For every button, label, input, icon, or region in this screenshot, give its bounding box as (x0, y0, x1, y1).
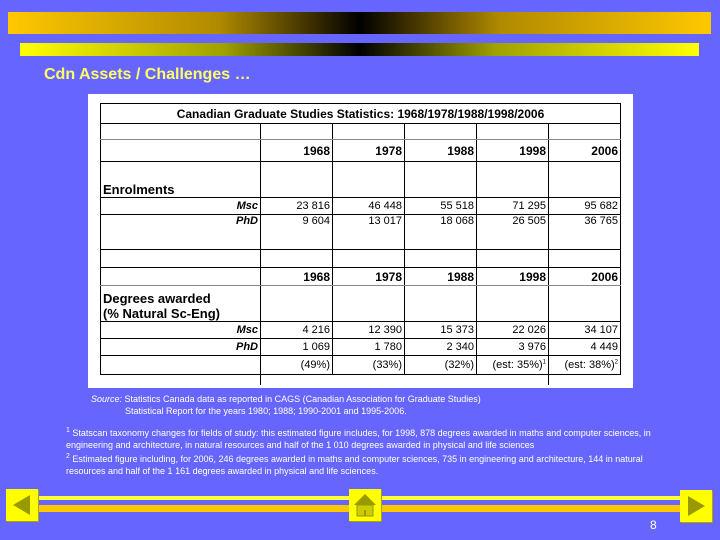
next-slide-button[interactable] (680, 490, 712, 522)
table-row: PhD 9 604 13 017 18 068 26 505 36 765 (101, 215, 621, 250)
section-degrees: Degrees awarded (% Natural Sc-Eng) (101, 286, 261, 322)
footnotes (66, 425, 666, 477)
footnote-1: $^1$ Statscan taxonomy changes for fields of study: this estimated figure includes, for 1998, 878 degrees awarded in maths and computer sciences, in engineering and architecture, in natural resources and half of the 1 010 degrees awarded in physical and life sciences (66, 427, 651, 450)
source-note: Source: Statistics Canada data as reported in CAGS (Canadian Association for Graduate Studies) Statistical Report for the years 1980; 1988; 1990-2001 and 1995-2006. (91, 394, 481, 416)
table-row: Msc 4 216 12 390 15 373 22 026 34 107 (101, 322, 621, 339)
table-row: Msc 23 816 46 448 55 518 71 295 95 682 (101, 198, 621, 215)
second-gradient-bar (20, 43, 699, 56)
footnote-2: $^2$ Estimated figure including, for 2006, 246 degrees awarded in maths and computer sciences, 735 in engineering and architecture, 144 in natural resources and half of the 1 161 degrees awarded in physical and life sciences. (66, 453, 643, 476)
prev-slide-button[interactable] (6, 489, 38, 521)
page-number: 8 (650, 518, 657, 532)
home-button[interactable] (349, 489, 381, 521)
home-icon (352, 492, 378, 518)
year-header-row: 1968 1978 1988 1998 2006 (101, 268, 621, 286)
arrow-right-icon (684, 494, 708, 518)
arrow-left-icon (10, 493, 34, 517)
table-row: PhD 1 069 1 780 2 340 3 976 4 449 (101, 339, 621, 356)
year-header-row: 1968 1978 1988 1998 2006 (101, 140, 621, 162)
percent-row: (49%) (33%) (32%) (est: 35%)$^1$ (est: 38%)$^2$ (101, 356, 621, 375)
section-enrolments: Enrolments (101, 162, 261, 198)
table-caption: Canadian Graduate Studies Statistics: 1968/1978/1988/1998/2006 (101, 104, 621, 124)
top-gradient-bar (8, 12, 711, 34)
slide-title: Cdn Assets / Challenges … (44, 66, 251, 83)
graduate-stats-table (100, 103, 621, 385)
